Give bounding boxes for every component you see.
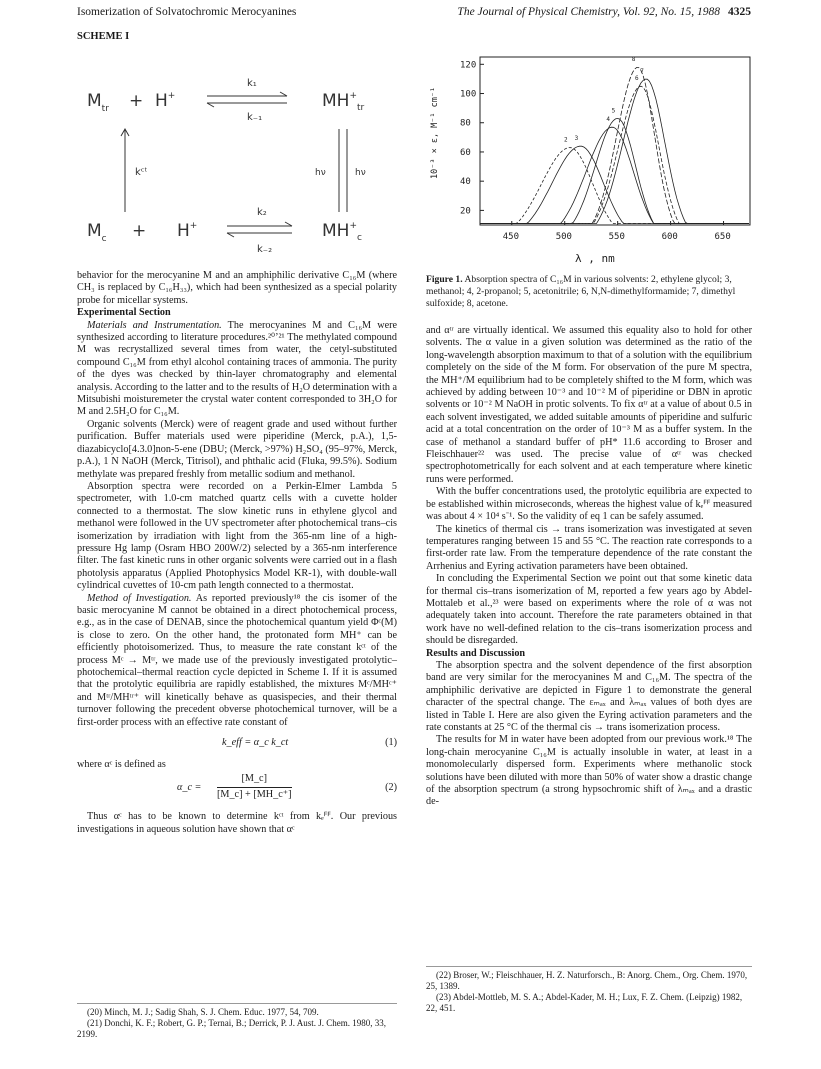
spectrum-curve-3 (480, 146, 749, 223)
figure-caption-text: Absorption spectra of C₁₆M in various solvents: 2, ethylene glycol; 3, methanol; 4, 2-propanol; 5, acetonitrile; 6, N,N-dimethylformamide; 7, dimethyl sulfoxide; 8, acetone. (426, 274, 736, 309)
paragraph-thus: Thus αᶜ has to be known to determine kᶜᵗ from kₑꟳꟳ. Our previous investigations in aqueous solution have shown that αᶜ (77, 811, 397, 835)
paragraph-intro: behavior for the merocyanine M and an amphiphilic derivative C₁₆M (where CH₃ is replaced by C₁₆H₃₃), which had been synthesized as a special polarity probe for micellar systems. (77, 270, 397, 306)
curve-label-5: 5 (611, 107, 616, 115)
paragraph-buffer: With the buffer concentrations used, the protolytic equilibria are expected to be established within microseconds, whereas the highest value of kₑꟳꟳ measured was about 4 × 10⁴ s⁻¹. So the validity of eq 1 can be safely assumed. (426, 486, 752, 523)
x-axis-label: λ , nm (575, 252, 615, 265)
paragraph-results-2: The results for M in water have been adopted from our previous work.¹⁸ The long-chain merocyanine C₁₆M is actually insoluble in water, at least in a monomolecularly dispersed form. Experiments where methanolic stock solutions have been diluted with more than 50% of water show a drastic change of the absorption spectrum (a strong hypsochromic shift of λₘₐₓ and a drastic de- (426, 734, 752, 808)
x-tick-label: 600 (661, 232, 678, 242)
running-header-left: Isomerization of Solvatochromic Merocyanines (77, 6, 297, 18)
subheading-materials: Materials and Instrumentation. (87, 319, 222, 331)
paragraph-solvents: Organic solvents (Merck) were of reagent grade and used without further purification. Buffer materials used were piperidine (Merck, p.A.), 1,5-diazabicyclo[4.3.0]non-5-ene (DBU; (Merck, >97%) H₂SO₄ (95–97%, Merck, p.A.), 1 N NaOH (Merck, Titrisol), and phthalic acid (Fluka, 99.5%). Sodium methylate was prepared freshly from metallic sodium and methanol. (77, 418, 397, 480)
y-tick-label: 100 (460, 89, 477, 100)
label-hv-left: hν (315, 168, 326, 178)
equation-1-body: k_eff = α_c k_ct (222, 737, 289, 749)
equation-2-lhs: α_c = (177, 782, 202, 794)
paragraph-method-text: As reported previously¹⁸ the cis isomer of the basic merocyanine M cannot be obtained in a direct photochemical process, e.g., as in the case of DENAB, since the photochemical quantum yield Φᶜ(M) is close to zero. On the other hand, the protonated form MH⁺ can be efficiently photoisomerized. Thus, to measure the rate constant kᶜᵗ of the process Mᶜ → Mᵗʳ, we made use of the previously investigated protolytic–photochemical–thermal reaction cycle depicted in Scheme I. If it is assumed that the protolytic equilibria are rapidly established, the mixtures Mᶜ/MHᶜ⁺ and Mᵗʳ/MHᵗʳ⁺ will kinetically behave as quasispecies, and their thermal turnover following the precedent obverse photochemical turnover, will be a first-order process with an effective rate constant of (77, 592, 397, 728)
paragraph-concluding: In concluding the Experimental Section we point out that some kinetic data for thermal cis–trans isomerization of M, reported a few years ago by Abdel-Mottaleb et al.,²³ were based on experiments where the role of α was not adequately taken into account. Therefore the rate parameters obtained in that work have no well-defined relation to the cis–trans isomerization process and should be disregarded. (426, 573, 752, 647)
rate-k-1: k₋₁ (247, 112, 263, 123)
spectrum-curve-8 (480, 67, 749, 223)
journal-citation: The Journal of Physical Chemistry, Vol. 92, No. 15, 1988 (457, 6, 720, 18)
rate-k-2: k₋₂ (257, 244, 273, 255)
spectrum-curve-2 (480, 148, 749, 224)
reference-21: (21) Donchi, K. F.; Robert, G. P.; Ternai, B.; Derrick, P. J. Aust. J. Chem. 1980, 33, 2199. (77, 1018, 386, 1039)
curve-label-3: 3 (574, 135, 579, 143)
paragraph-alpha: and αᵗʳ are virtually identical. We assumed this equality also to hold for other solvents. The α value in a given solution was determined as the ratio of the long-wavelength absorption maximum to that of a solution with the equilibrium completely on the side of the M form. For observation of the pure M spectra, the MH⁺/M equilibrium had to be completely shifted to the M form, which was achieved by adding between 10⁻³ and 10⁻² M of piperidine or DBN in aprotic solvents or 10⁻² M NaOH in protic solvents. To fix αᵗʳ at a value of about 0.5 in each solvent investigated, we added suitable amounts of piperidine and sulfuric acid at a total concentration on the order of 10⁻³ M as a buffer system. In the case of methanol a standard buffer of pH* 11.6 according to Broser and Fleischhauer²² was used. The precise value of αᵗʳ was checked spectrophotometrically for each solvent and at each temperature where kinetic runs were performed. (426, 325, 752, 485)
spectrum-curve-7 (480, 79, 749, 223)
equation-2-numerator: [M_c] (217, 773, 292, 787)
curve-label-7: 7 (640, 67, 644, 75)
page-number: 4325 (728, 6, 751, 18)
y-axis-label: 10⁻³ × ε, M⁻¹ cm⁻¹ (430, 86, 440, 179)
figure-caption (426, 274, 752, 309)
equation-1 (77, 733, 397, 755)
reference-22: (22) Broser, W.; Fleischhauer, H. Z. Naturforsch., B: Anorg. Chem., Org. Chem. 1970, 25, 1389. (426, 970, 748, 991)
x-tick-label: 550 (608, 232, 625, 242)
spectra-curves (480, 56, 749, 223)
paragraph-absorption: Absorption spectra were recorded on a Perkin-Elmer Lambda 5 spectrometer, with 1.0-cm matched quartz cells with a cuvette holder connected to a thermostat. The slow kinetic runs in ethylene glycol and methanol were followed in the UV spectrometer after photochemical trans–cis isomerization by irradiation with light from the 365-nm line of a high-pressure Hg lamp (Osram HBO 200W/2) selected by a 365-nm interference filter. The fast kinetic runs in other organic solvents were carried out in a flash photolysis apparatus (Applied Photophysics Model KR-1), with double-wall cylindrical cuvettes of 10-cm path length connected to a thermostat. (77, 480, 397, 592)
y-tick-label: 80 (460, 118, 471, 129)
spectrum-curve-5 (480, 118, 749, 223)
y-tick-label: 120 (460, 60, 477, 71)
species-m-c: $M_c$ (87, 221, 107, 244)
section-heading-experimental: Experimental Section (77, 307, 171, 319)
y-tick-label: 40 (460, 177, 471, 188)
scheme-title: SCHEME I (77, 31, 130, 42)
plus-bottom: + (132, 221, 147, 241)
running-header-right (457, 6, 751, 18)
references-left (77, 1003, 397, 1040)
x-tick-label: 450 (502, 232, 520, 242)
paragraph-results-1: The absorption spectra and the solvent dependence of the first absorption band are very similar for the merocyanines M and C₁₆M. The spectra of the amphiphilic derivative are depicted in Figure 1 to demonstrate the general character of the spectral change. The εₘₐₓ and λₘₐₓ values of both dyes are listed in Table I. Here are also given the Eyring activation parameters and the rate constants at 25 °C of the thermal cis → trans isomerization process. (426, 659, 752, 733)
scheme-diagram (77, 44, 407, 269)
equation-2-number: (2) (385, 782, 397, 794)
species-mh-c: $MH^+_c$ (322, 221, 362, 243)
curve-label-6: 6 (634, 75, 639, 83)
curve-label-8: 8 (631, 56, 636, 64)
species-mh-tr: $MH^+_{tr}$ (322, 91, 365, 113)
proton-top: H+ (155, 91, 176, 111)
curve-label-2: 2 (564, 136, 568, 144)
equation-2-fraction (217, 773, 292, 801)
paragraph-where: where αᶜ is defined as (77, 759, 166, 771)
reference-23: (23) Abdel-Mottleb, M. S. A.; Abdel-Kader, M. H.; Lux, F. Z. Chem. (Leipzig) 1982, 22, 451. (426, 992, 743, 1013)
equation-2 (77, 773, 397, 807)
paragraph-materials (77, 320, 397, 419)
paragraph-materials-text: The merocyanines M and C₁₆M were synthesized according to literature procedures.²⁰ʼ²¹ The methylated compound M was recrystallized several times from water, the cetyl-substituted compound C₁₆M from ethyl alcohol containing traces of ammonia. The purity of the dyes was checked by thin-layer chromatography and elemental analysis. According to the latter and to the results of H₂O determination with a Mitsubishi moisturemeter the crystal water content corresponded to 3H₂O for M and 2.5H₂O for C₁₆M. (77, 319, 398, 418)
x-axis-ticks (503, 221, 731, 242)
equation-2-denominator: [M_c] + [MH_c⁺] (217, 788, 292, 800)
section-heading-results: Results and Discussion (426, 647, 526, 659)
paragraph-method (77, 593, 397, 729)
right-column (426, 325, 752, 809)
absorption-spectra-chart (425, 54, 755, 269)
equation-1-number: (1) (385, 737, 397, 749)
paragraph-kinetics: The kinetics of thermal cis → trans isomerization was investigated at seven temperatures ranging between 15 and 55 °C. The reaction rate corresponds to a first-order rate law. From the temperature dependence of the rate constant the Arrhenius and Eyring activation parameters have been obtained. (426, 523, 752, 572)
species-m-tr: $M_{tr}$ (87, 91, 109, 114)
x-tick-label: 500 (555, 232, 572, 242)
subheading-method: Method of Investigation. (87, 592, 192, 604)
left-column (77, 270, 397, 836)
curve-label-4: 4 (606, 116, 610, 124)
proton-bottom: H+ (177, 221, 198, 241)
references-right (426, 966, 752, 1014)
x-tick-label: 650 (714, 232, 731, 242)
y-tick-label: 20 (460, 206, 471, 217)
figure-label: Figure 1. (426, 274, 463, 285)
plot-frame (480, 57, 750, 225)
rate-k1: k₁ (247, 78, 257, 89)
reference-20: (20) Minch, M. J.; Sadig Shah, S. J. Chem. Educ. 1977, 54, 709. (87, 1007, 319, 1017)
rate-kct: kᶜᵗ (135, 167, 148, 178)
y-tick-label: 60 (460, 147, 471, 158)
rate-k2: k₂ (257, 207, 267, 218)
label-hv-right: hν (355, 168, 366, 178)
plus-top: + (129, 91, 144, 111)
